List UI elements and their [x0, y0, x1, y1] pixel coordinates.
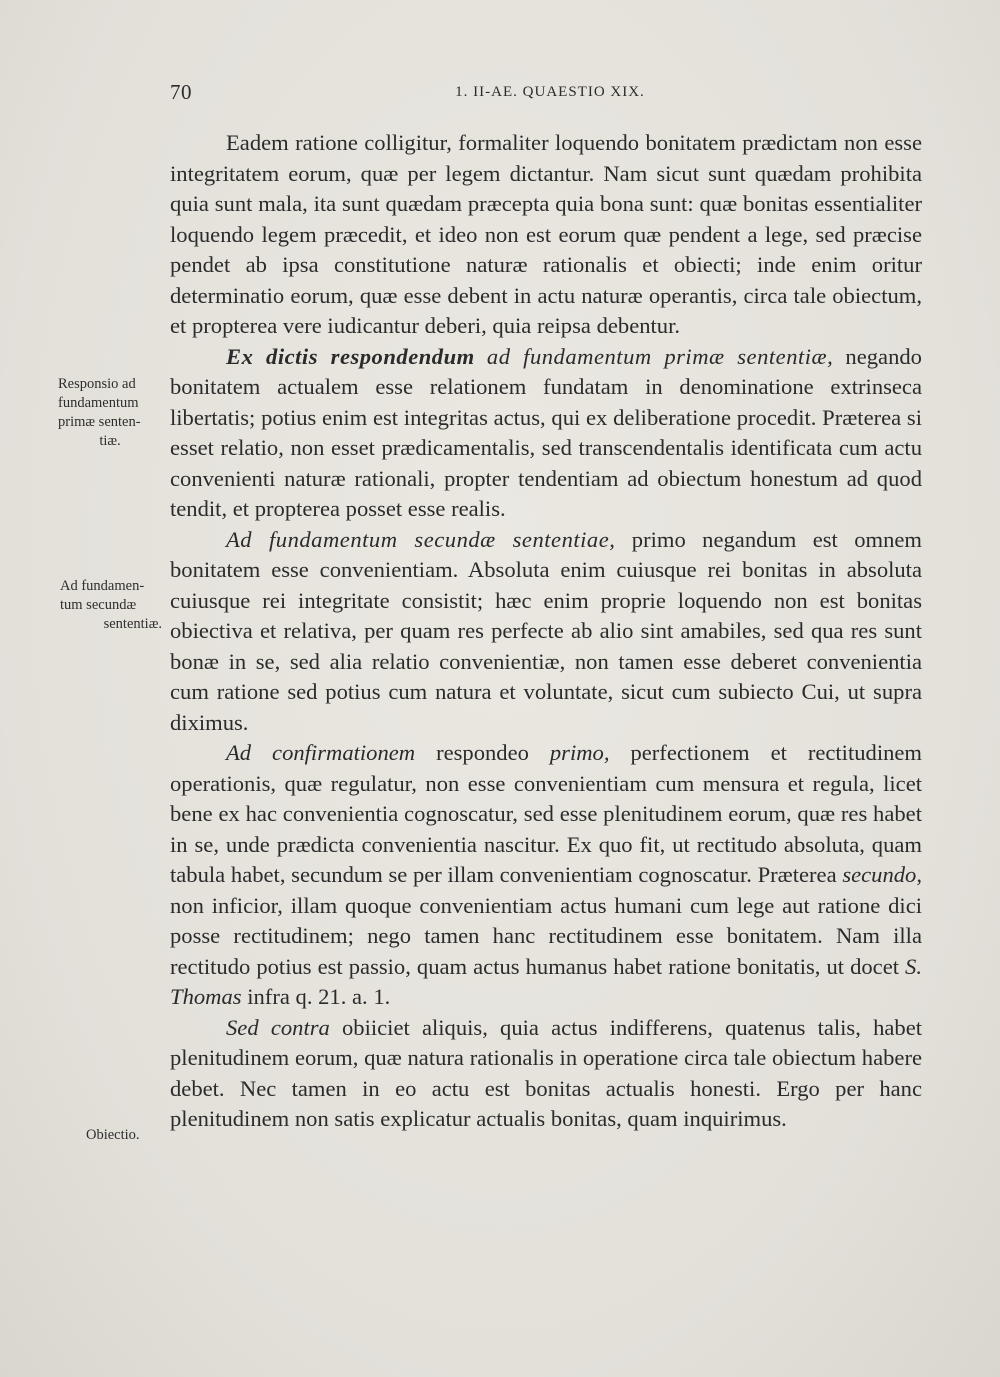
emphasis-italic: primo, [549, 740, 610, 765]
paragraph-text: negando bonitatem actualem esse relationem fundatam in denominatione extrinseca libertatis; potius enim est integritas actus, qui ex deliberatione procedit. Præterea si esset relatio, non esset prædicamentalis, sed transcendentalis identificata cum actu convenienti naturæ rationali, propter tendentiam ad obiectum honestum ad quod tendit, et propterea posset esse realis. [170, 343, 922, 521]
margin-note-line: tiæ. [99, 433, 121, 449]
paragraph-2 [170, 342, 922, 525]
emphasis-italic: Sed contra [226, 1014, 330, 1040]
paragraph-5 [170, 1013, 922, 1135]
margin-note-line: Responsio ad [58, 376, 136, 392]
margin-note-line: tum secundæ [60, 597, 137, 613]
paragraph-text: primo negandum est omnem bonitatem esse convenientiam. Absoluta enim cuiusque rei bonitas in absoluta cuiusque rei integritate consistit; hæc enim proprie loquendo non est bonitas obiectiva et relativa, per quam res perfecte ab alio sint amabiles, sed qua res sunt bonæ in se, sed alia relatio convenientiæ, non tamen esse deberet convenientia cum ratione sed potius cum natura et voluntate, sicut cum subiecto Cui, ut supra diximus. [170, 526, 922, 735]
paragraph-text: infra q. 21. a. 1. [241, 984, 391, 1009]
margin-note-line: primæ senten- [58, 414, 141, 430]
margin-note-line: fundamentum [58, 395, 139, 411]
paragraph-text: perfectionem et rectitudinem operationis, quæ regulatur, non esse convenientiam cum mensura et regula, licet bene ex hac convenientia cognoscatur, sed esse plenitudinem eorum, quæ res habet in se, unde prædicta convenientia nascitur. Ex quo fit, ut rectitudo absoluta, quam tabula habet, secundum se per illam convenientiam cognoscatur. Præterea [170, 740, 923, 887]
emphasis-italic: Ad confirmationem [226, 740, 416, 765]
emphasis-italic: secundo, [842, 862, 922, 887]
paragraph-text: non inficior, illam quoque convenientiam actus humani cum lege aut ratione dici posse rectitudinem; nego tamen hanc rectitudinem esse bonitatem. Nam illa rectitudo potius est passio, quam actus humanus habet ratione bonitatis, ut docet [170, 892, 922, 979]
margin-note-line: Ad fundamen- [60, 578, 145, 594]
page-number: 70 [170, 80, 192, 104]
margin-note-obiectio: Obiectio. [86, 1127, 140, 1143]
paragraph-text: obiiciet aliquis, quia actus indifferens, quatenus talis, habet plenitudinem eorum, quæ natura rationalis in operatione circa tale obiectum habere debet. Nec tamen in eo actu est bonitas actualis honesti. Ergo per hanc plenitudinem non satis explicatur actualis bonitas, quam inquirimus. [170, 1014, 922, 1131]
emphasis-bold-italic: Ex dictis respondendum [226, 343, 475, 369]
emphasis-italic: Ad fundamentum secundæ sententiae, [226, 526, 616, 552]
body-text [170, 128, 922, 1135]
margin-note-line: sententiæ. [103, 616, 162, 632]
emphasis-italic: ad fundamentum primæ sententiæ, [486, 343, 834, 369]
paragraph-3 [170, 525, 922, 739]
paragraph-text: respondeo [415, 740, 550, 765]
running-head: 1. II-AE. QUAESTIO XIX. [455, 84, 645, 100]
emphasis-italic: S. Thomas [170, 953, 922, 1009]
margin-note-responsio [58, 375, 162, 451]
margin-note-ad-secundae [60, 577, 162, 634]
paragraph-4 [170, 738, 922, 1013]
paragraph-1: Eadem ratione colligitur, formaliter loquendo bonitatem prædictam non esse integritatem eorum, quæ per legem dictantur. Nam sicut sunt quædam prohibita quia sunt mala, ita sunt quædam præcepta quia bona sunt: quæ bonitas essentialiter loquendo legem præcedit, et ideo non est eorum quæ pendent a lege, sed præcise pendet ab ipsa constitutione naturæ rationalis et obiecti; inde enim oritur determinatio eorum, quæ esse debent in actu naturæ operantis, circa tale obiectum, et propterea vere iudicantur deberi, quia reipsa debentur. [170, 130, 922, 338]
